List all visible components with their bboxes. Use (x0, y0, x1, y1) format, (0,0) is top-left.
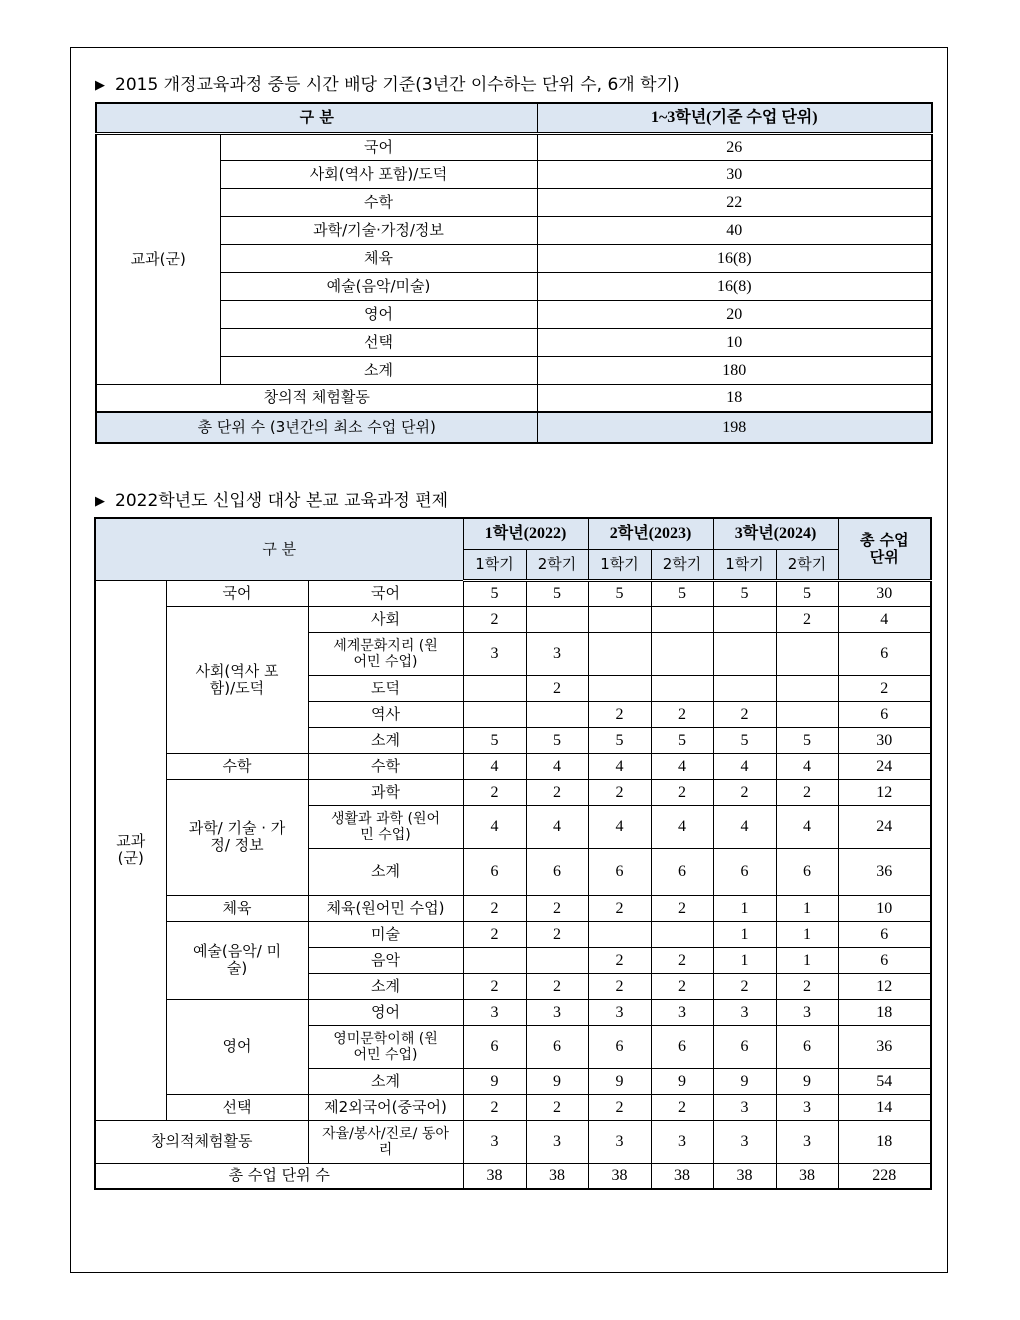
semester-value: 3 (776, 999, 838, 1025)
subject-cell: 수학 (220, 188, 537, 216)
table-row (95, 921, 931, 947)
semester-value: 2 (526, 973, 588, 999)
units-cell: 22 (537, 188, 932, 216)
semester-value: 5 (588, 580, 651, 606)
semester-value: 3 (588, 999, 651, 1025)
semester-value: 5 (651, 580, 713, 606)
total-value: 6 (838, 701, 931, 727)
semester-value (776, 632, 838, 675)
semester-value: 2 (651, 779, 713, 805)
semester-value: 2 (776, 779, 838, 805)
semester-value: 38 (588, 1163, 651, 1189)
semester-value: 2 (713, 973, 776, 999)
semester-value: 2 (463, 895, 526, 921)
triangle-bullet-icon: ▶ (95, 78, 105, 93)
semester-value: 6 (776, 1025, 838, 1068)
group-label: 교과(군) (96, 133, 220, 384)
semester-value: 2 (588, 1094, 651, 1120)
semester-value: 3 (713, 1120, 776, 1163)
subject-cell: 소계 (308, 848, 463, 895)
semester-value: 2 (713, 701, 776, 727)
semester-value (588, 606, 651, 632)
subject-cell: 국어 (220, 133, 537, 160)
semester-value: 2 (776, 973, 838, 999)
semester-value (588, 632, 651, 675)
subject-cell: 영미문학이해 (원어민 수업) (308, 1025, 463, 1068)
header-category: 구 분 (96, 103, 537, 133)
semester-value: 9 (776, 1068, 838, 1094)
subject-cell: 소계 (308, 727, 463, 753)
subject-cell: 소계 (308, 1068, 463, 1094)
semester-value: 3 (651, 999, 713, 1025)
semester-value (713, 606, 776, 632)
total-value: 30 (838, 580, 931, 606)
triangle-bullet-icon: ▶ (95, 494, 105, 509)
semester-value (463, 947, 526, 973)
semester-value: 2 (588, 779, 651, 805)
semester-value: 2 (463, 606, 526, 632)
area-cell: 과학/ 기술 · 가정/ 정보 (166, 779, 308, 895)
semester-value: 5 (776, 580, 838, 606)
subject-cell: 선택 (220, 328, 537, 356)
total-value: 2 (838, 675, 931, 701)
semester-value: 1 (776, 921, 838, 947)
semester-value: 1 (713, 921, 776, 947)
subject-cell: 도덕 (308, 675, 463, 701)
units-cell: 16(8) (537, 272, 932, 300)
semester-value: 6 (776, 848, 838, 895)
semester-value: 3 (526, 1120, 588, 1163)
units-cell: 20 (537, 300, 932, 328)
area-cell: 체육 (166, 895, 308, 921)
total-value: 36 (838, 848, 931, 895)
area-cell: 국어 (166, 580, 308, 606)
section2-heading-text: 2022학년도 신입생 대상 본교 교육과정 편제 (115, 491, 449, 511)
semester-value (776, 675, 838, 701)
semester-value: 2 (651, 973, 713, 999)
semester-value (463, 701, 526, 727)
total-value: 36 (838, 1025, 931, 1068)
subject-cell: 생활과 과학 (원어민 수업) (308, 805, 463, 848)
total-value: 18 (838, 999, 931, 1025)
semester-value: 6 (526, 848, 588, 895)
semester-value: 2 (713, 779, 776, 805)
semester-value: 5 (713, 727, 776, 753)
subject-cell: 예술(음악/미술) (220, 272, 537, 300)
semester-value: 5 (463, 580, 526, 606)
subject-cell: 사회(역사 포함)/도덕 (220, 160, 537, 188)
semester-value: 2 (526, 1094, 588, 1120)
semester-value: 1 (776, 895, 838, 921)
table-row (95, 606, 931, 632)
units-cell: 30 (537, 160, 932, 188)
subject-cell: 영어 (308, 999, 463, 1025)
subject-cell: 수학 (308, 753, 463, 779)
table-row (96, 188, 932, 216)
header-year-1: 1학년(2022) (463, 518, 588, 549)
total-value: 24 (838, 753, 931, 779)
semester-value: 3 (526, 999, 588, 1025)
semester-value: 2 (463, 779, 526, 805)
semester-value: 6 (713, 848, 776, 895)
group-label-line2: (군) (117, 849, 144, 867)
subject-cell: 역사 (308, 701, 463, 727)
units-cell: 26 (537, 133, 932, 160)
semester-value: 2 (463, 921, 526, 947)
table-row (96, 160, 932, 188)
semester-value: 4 (713, 753, 776, 779)
header-semester: 1학기 (463, 549, 526, 580)
semester-value: 4 (588, 753, 651, 779)
semester-value: 4 (526, 753, 588, 779)
table-header-row (95, 518, 931, 549)
semester-value: 2 (526, 675, 588, 701)
semester-value: 6 (463, 1025, 526, 1068)
semester-value: 4 (776, 805, 838, 848)
group-label-line1: 교과 (116, 832, 146, 850)
subject-cell: 소계 (220, 356, 537, 384)
activity-row (96, 384, 932, 412)
grand-total-row (95, 1163, 931, 1189)
semester-value: 3 (776, 1120, 838, 1163)
semester-value: 38 (651, 1163, 713, 1189)
semester-value: 4 (526, 805, 588, 848)
area-cell: 수학 (166, 753, 308, 779)
semester-value: 9 (526, 1068, 588, 1094)
total-value: 12 (838, 973, 931, 999)
section1-heading (95, 70, 680, 95)
total-value: 18 (838, 1120, 931, 1163)
semester-value (526, 606, 588, 632)
total-value: 6 (838, 947, 931, 973)
semester-value: 5 (588, 727, 651, 753)
subject-cell: 영어 (220, 300, 537, 328)
semester-value: 6 (713, 1025, 776, 1068)
semester-value (651, 675, 713, 701)
semester-value: 5 (526, 727, 588, 753)
semester-value: 2 (526, 921, 588, 947)
semester-value: 4 (588, 805, 651, 848)
semester-value (588, 921, 651, 947)
total-value: 14 (838, 1094, 931, 1120)
units-cell: 16(8) (537, 244, 932, 272)
activity-label: 창의적 체험활동 (96, 384, 537, 412)
table-row (96, 272, 932, 300)
area-cell: 영어 (166, 999, 308, 1094)
activity-label: 창의적체험활동 (95, 1120, 308, 1163)
grand-total-label: 총 수업 단위 수 (95, 1163, 463, 1189)
activity-subject: 자율/봉사/진로/ 동아리 (308, 1120, 463, 1163)
activity-units: 18 (537, 384, 932, 412)
units-cell: 10 (537, 328, 932, 356)
semester-value: 5 (463, 727, 526, 753)
semester-value: 3 (776, 1094, 838, 1120)
header-semester: 2학기 (776, 549, 838, 580)
semester-value: 4 (651, 805, 713, 848)
total-value: 10 (838, 895, 931, 921)
semester-value: 6 (651, 1025, 713, 1068)
table-row (96, 356, 932, 384)
header-semester: 2학기 (651, 549, 713, 580)
activity-row (95, 1120, 931, 1163)
semester-value: 6 (463, 848, 526, 895)
semester-value (463, 675, 526, 701)
header-semester: 1학기 (588, 549, 651, 580)
semester-value: 1 (776, 947, 838, 973)
semester-value: 2 (588, 701, 651, 727)
semester-value (651, 632, 713, 675)
units-cell: 180 (537, 356, 932, 384)
subject-cell: 세계문화지리 (원어민 수업) (308, 632, 463, 675)
semester-value: 4 (463, 805, 526, 848)
header-year-2: 2학년(2023) (588, 518, 713, 549)
curriculum-table (94, 517, 932, 1190)
table-row (96, 328, 932, 356)
semester-value: 6 (651, 848, 713, 895)
semester-value: 6 (526, 1025, 588, 1068)
semester-value: 2 (651, 947, 713, 973)
semester-value (526, 947, 588, 973)
total-value: 54 (838, 1068, 931, 1094)
subject-cell: 체육(원어민 수업) (308, 895, 463, 921)
table-row (96, 244, 932, 272)
total-label: 총 단위 수 (3년간의 최소 수업 단위) (96, 412, 537, 443)
header-units: 1~3학년(기준 수업 단위) (537, 103, 932, 133)
header-year-3: 3학년(2024) (713, 518, 838, 549)
semester-value: 4 (463, 753, 526, 779)
total-row (96, 412, 932, 443)
table-row (95, 999, 931, 1025)
semester-value: 5 (651, 727, 713, 753)
header-total-units (838, 518, 931, 580)
semester-value: 2 (588, 973, 651, 999)
semester-value: 3 (463, 632, 526, 675)
semester-value (651, 606, 713, 632)
semester-value: 2 (776, 606, 838, 632)
table-row (95, 753, 931, 779)
semester-value: 3 (588, 1120, 651, 1163)
units-cell: 40 (537, 216, 932, 244)
semester-value (588, 675, 651, 701)
semester-value: 9 (588, 1068, 651, 1094)
semester-value: 38 (526, 1163, 588, 1189)
subject-cell: 체육 (220, 244, 537, 272)
subject-cell: 음악 (308, 947, 463, 973)
semester-value: 38 (463, 1163, 526, 1189)
semester-value: 4 (713, 805, 776, 848)
subject-cell: 과학/기술·가정/정보 (220, 216, 537, 244)
semester-value: 4 (776, 753, 838, 779)
semester-value: 2 (526, 779, 588, 805)
semester-value: 1 (713, 895, 776, 921)
header-semester: 2학기 (526, 549, 588, 580)
semester-value: 6 (588, 848, 651, 895)
total-value: 24 (838, 805, 931, 848)
group-label (95, 580, 166, 1120)
semester-value: 2 (651, 1094, 713, 1120)
header-semester: 1학기 (713, 549, 776, 580)
semester-value (526, 701, 588, 727)
allocation-table (95, 102, 933, 444)
semester-value: 3 (463, 1120, 526, 1163)
table-row (96, 133, 932, 160)
table-row (95, 779, 931, 805)
table-header-row (96, 103, 932, 133)
semester-value: 3 (651, 1120, 713, 1163)
semester-value: 2 (526, 895, 588, 921)
table-row (96, 300, 932, 328)
subject-cell: 사회 (308, 606, 463, 632)
subject-cell: 과학 (308, 779, 463, 805)
total-value: 6 (838, 632, 931, 675)
semester-value (651, 921, 713, 947)
semester-value: 5 (713, 580, 776, 606)
total-value: 30 (838, 727, 931, 753)
subject-cell: 국어 (308, 580, 463, 606)
table-row (95, 895, 931, 921)
total-value: 4 (838, 606, 931, 632)
semester-value: 38 (776, 1163, 838, 1189)
subject-cell: 미술 (308, 921, 463, 947)
section1-heading-text: 2015 개정교육과정 중등 시간 배당 기준(3년간 이수하는 단위 수, 6개 학기) (115, 75, 680, 95)
subject-cell: 소계 (308, 973, 463, 999)
semester-value: 1 (713, 947, 776, 973)
header-total-line2: 단위 (869, 547, 899, 566)
semester-value (713, 632, 776, 675)
subject-cell: 제2외국어(중국어) (308, 1094, 463, 1120)
semester-value: 3 (526, 632, 588, 675)
area-cell: 예술(음악/ 미술) (166, 921, 308, 999)
semester-value: 9 (463, 1068, 526, 1094)
total-value: 12 (838, 779, 931, 805)
total-units: 198 (537, 412, 932, 443)
semester-value: 2 (588, 895, 651, 921)
semester-value: 4 (651, 753, 713, 779)
semester-value: 9 (713, 1068, 776, 1094)
semester-value: 3 (713, 1094, 776, 1120)
table-row (96, 216, 932, 244)
semester-value: 6 (588, 1025, 651, 1068)
semester-value (713, 675, 776, 701)
semester-value: 2 (588, 947, 651, 973)
area-cell: 선택 (166, 1094, 308, 1120)
semester-value: 5 (526, 580, 588, 606)
table-row (95, 1094, 931, 1120)
semester-value: 2 (463, 973, 526, 999)
semester-value: 2 (651, 895, 713, 921)
section2-heading (95, 486, 448, 511)
semester-value: 38 (713, 1163, 776, 1189)
area-cell: 사회(역사 포함)/도덕 (166, 606, 308, 753)
semester-value: 3 (713, 999, 776, 1025)
table-row (95, 580, 931, 606)
total-value: 6 (838, 921, 931, 947)
semester-value: 9 (651, 1068, 713, 1094)
semester-value (776, 701, 838, 727)
header-total-line1: 총 수업 (859, 530, 909, 549)
semester-value: 5 (776, 727, 838, 753)
semester-value: 3 (463, 999, 526, 1025)
semester-value: 2 (463, 1094, 526, 1120)
total-value: 228 (838, 1163, 931, 1189)
semester-value: 2 (651, 701, 713, 727)
header-category: 구 분 (95, 518, 463, 580)
